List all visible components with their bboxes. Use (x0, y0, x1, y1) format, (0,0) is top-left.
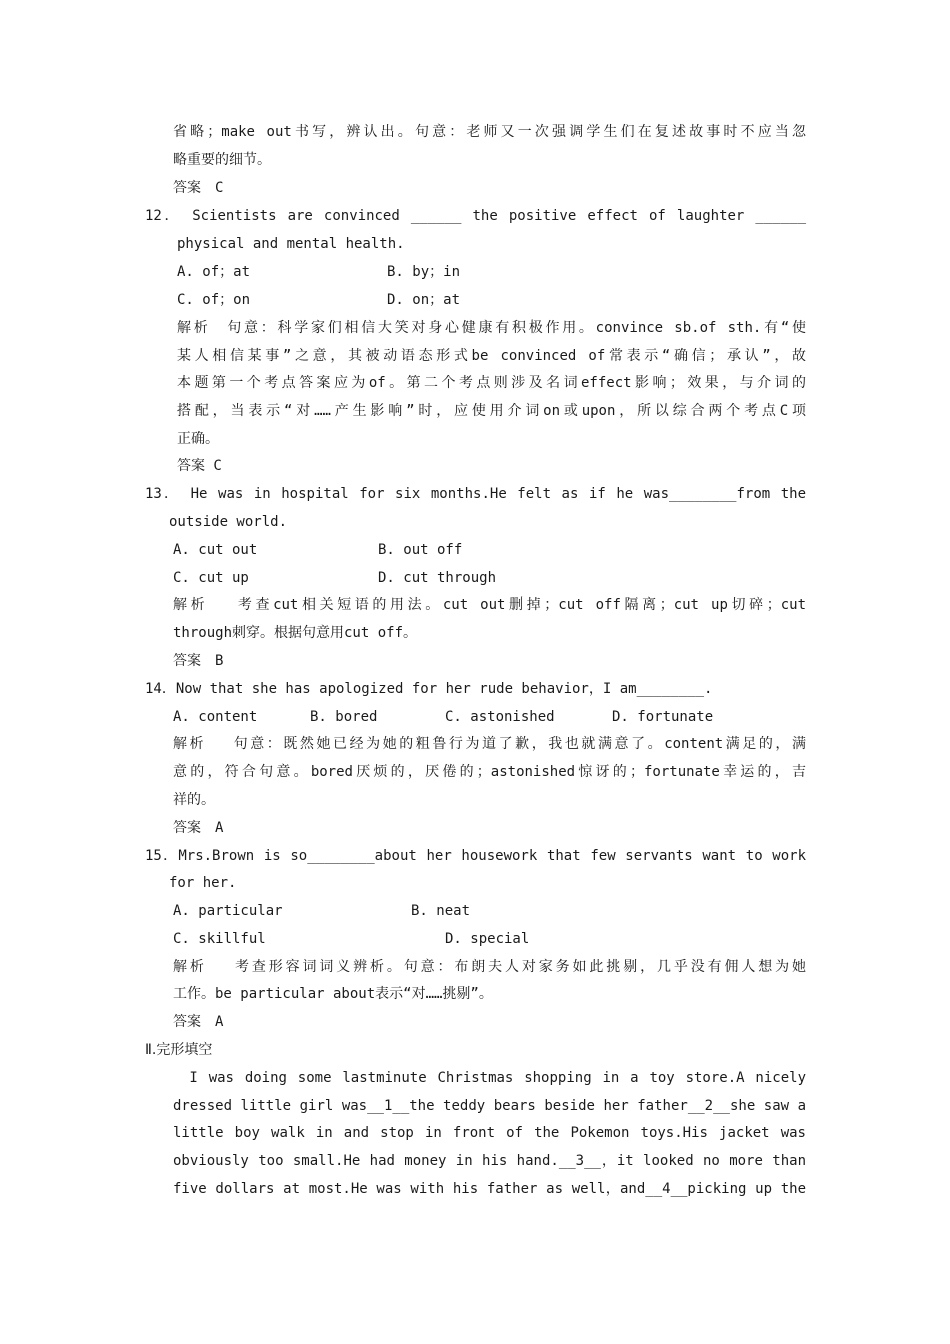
q13-option-a: A. cut out (173, 542, 258, 558)
q12-explanation-line-5: 正确。 (177, 431, 219, 447)
q12-option-d: D. on；at (387, 292, 461, 308)
q15-stem-line-2: for her. (169, 875, 237, 891)
q14-answer: 答案 A (173, 820, 224, 836)
q14-explanation-line-2: 意的，符合句意。bored厌烦的，厌倦的；astonished惊讶的；fortunate幸运的，吉 (173, 764, 806, 780)
q12-stem-line-2: physical and mental health. (177, 236, 405, 252)
q12-option-a: A. of；at (177, 264, 251, 280)
q13-explanation-line-1: 解析 考查cut相关短语的用法。cut out删掉；cut off隔离；cut up切碎；cut (173, 597, 806, 613)
q13-option-d: D. cut through (378, 570, 497, 586)
q12-answer: 答案 C (177, 458, 222, 474)
passage-line-5: five dollars at most.He was with his father as well，and__4__picking up the (173, 1181, 806, 1197)
passage-line-1: I was doing some lastminute Christmas shopping in a toy store.A nicely (173, 1070, 806, 1086)
q15-option-c: C. skillful (173, 931, 266, 947)
q11-explanation-line-1: 省略；make out书写，辨认出。句意：老师又一次强调学生们在复述故事时不应当忽 (173, 124, 806, 140)
q15-option-d: D. special (445, 931, 530, 947)
q15-stem-line-1: 15．Mrs.Brown is so________about her housework that few servants want to work (145, 848, 806, 864)
q13-stem-line-1: 13． He was in hospital for six months.He felt as if he was________from the (145, 486, 806, 502)
q14-stem-line-1: 14．Now that she has apologized for her rude behavior，I am________. (145, 681, 713, 697)
q12-option-b: B. by；in (387, 264, 461, 280)
passage-line-2: dressed little girl was__1__the teddy bears beside her father__2__she saw a (173, 1098, 806, 1114)
q14-option-a: A. content (173, 709, 258, 725)
q12-stem-line-1: 12． Scientists are convinced ______ the positive effect of laughter ______ (145, 208, 806, 224)
q12-option-c: C. of；on (177, 292, 251, 308)
q13-stem-line-2: outside world. (169, 514, 288, 530)
section-heading: Ⅱ.完形填空 (145, 1042, 213, 1058)
q14-option-d: D. fortunate (612, 709, 714, 725)
q13-answer: 答案 B (173, 653, 224, 669)
q11-explanation-line-2: 略重要的细节。 (173, 152, 271, 168)
q13-option-c: C. cut up (173, 570, 249, 586)
passage-line-4: obviously too small.He had money in his hand.__3__，it looked no more than (173, 1153, 806, 1169)
q15-explanation-line-1: 解析 考查形容词词义辨析。句意：布朗夫人对家务如此挑剔，几乎没有佣人想为她 (173, 959, 806, 975)
q15-explanation-line-2: 工作。be particular about表示“对……挑剔”。 (173, 986, 493, 1002)
q14-option-b: B. bored (310, 709, 378, 725)
q15-option-b: B. neat (411, 903, 471, 919)
q13-explanation-line-2: through刺穿。根据句意用cut off。 (173, 625, 418, 641)
q14-explanation-line-3: 祥的。 (173, 792, 215, 808)
q12-explanation-line-1: 解析 句意：科学家们相信大笑对身心健康有积极作用。convince sb.of sth.有“使 (177, 320, 806, 336)
q14-option-c: C. astonished (445, 709, 555, 725)
q12-explanation-line-2: 某人相信某事”之意，其被动语态形式be convinced of常表示“确信；承认”，故 (177, 348, 806, 364)
q12-explanation-line-3: 本题第一个考点答案应为of。第二个考点则涉及名词effect影响；效果，与介词的 (177, 375, 806, 391)
q11-answer: 答案 C (173, 180, 224, 196)
q12-explanation-line-4: 搭配，当表示“对……产生影响”时，应使用介词on或upon，所以综合两个考点C项 (177, 403, 806, 419)
q13-option-b: B. out off (378, 542, 463, 558)
passage-line-3: little boy walk in and stop in front of the Pokemon toys.His jacket was (173, 1125, 806, 1141)
q14-explanation-line-1: 解析 句意：既然她已经为她的粗鲁行为道了歉，我也就满意了。content满足的，满 (173, 736, 806, 752)
q15-answer: 答案 A (173, 1014, 224, 1030)
q15-option-a: A. particular (173, 903, 283, 919)
